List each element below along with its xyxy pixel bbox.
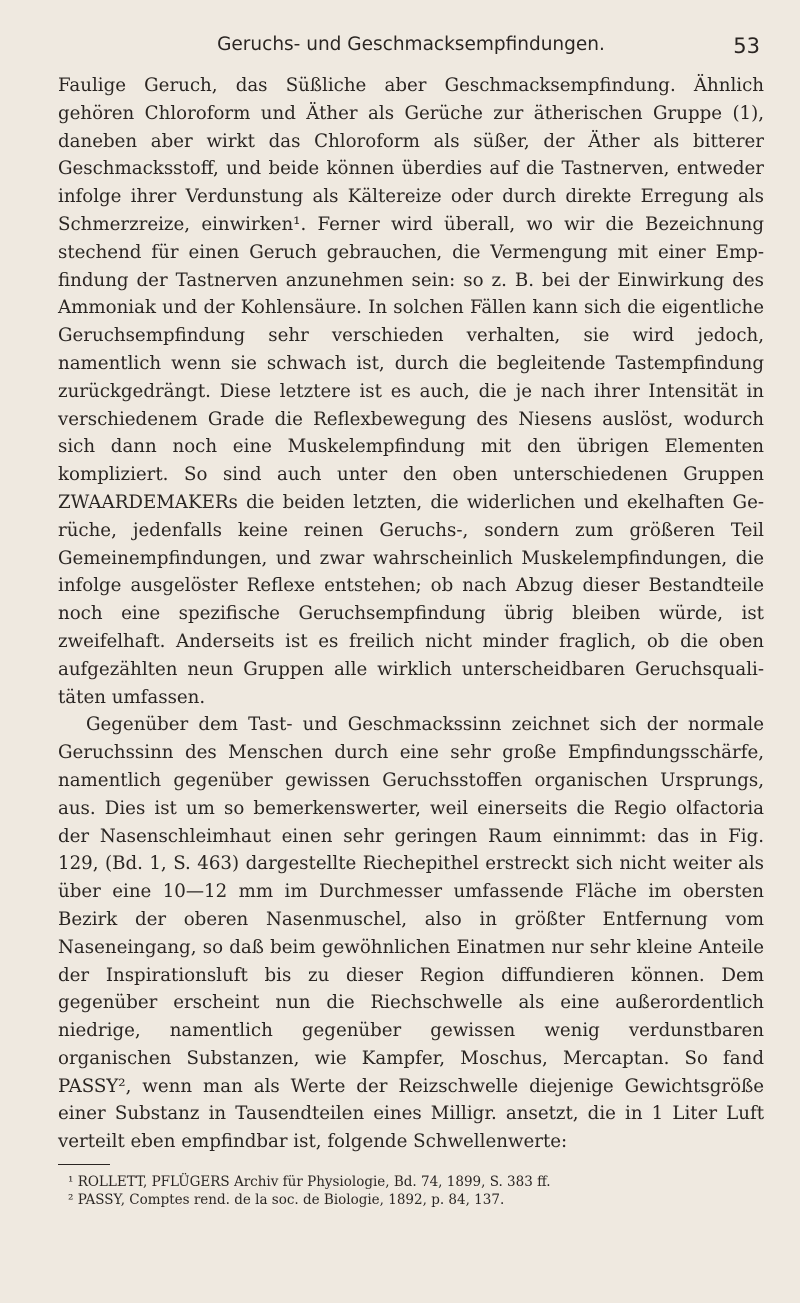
running-title: Geruchs- und Geschmacksempfindungen. (217, 34, 605, 55)
footnote: ² PASSY, Comptes rend. de la soc. de Biologie, 1892, p. 84, 137. (68, 1192, 505, 1209)
paragraph: Gegenüber dem Tast- und Geschmackssinn zeichnet sich der normale Geruchssinn des Menschen durch eine sehr große Empfindungsschärfe, namentlich gegenüber gewissen Geruchsstoffen organischen Ursprungs, aus. Dies ist um so bemerkenswerter, weil einerseits die Regio olfactoria der Nasenschleimhaut einen sehr geringen Raum einnimmt: das in Fig. 129, (Bd. 1, S. 463) dargestellte Riechepithel erstreckt sich nicht weiter als über eine 10—12 mm im Durchmesser umfassende Fläche im obersten Bezirk der oberen Nasenmuschel, also in größter Entfernung vom Naseneingang, so daß beim gewöhnlichen Einatmen nur sehr kleine Anteile der Inspirationsluft bis zu dieser Region diffundieren können. Dem gegenüber erscheint nun die Riechschwelle als eine außerordentlich niedrige, namentlich gegenüber gewissen wenig verdunstbaren organischen Substanzen, wie Kampfer, Moschus, Mercaptan. So fand PASSY², wenn man als Werte der Reizschwelle diejenige Gewichtsgröße einer Substanz in Tausendteilen eines Milligr. ansetzt, die in 1 Liter Luft verteilt eben empfindbar ist, folgende Schwellenwerte: (58, 714, 764, 1153)
paragraph: Fauligе Geruch, das Süßliche aber Geschmacksempfindung. Ähnlich gehören Chloroform und Äther als Gerüche zur ätherischen Gruppe (1), daneben aber wirkt das Chloroform als süßer, der Äther als bitterer Geschmacksstoff, und beide können überdies auf die Tastnerven, entweder infolge ihrer Verdunstung als Kältereize oder durch direkte Erregung als Schmerzreize, einwirken¹. Ferner wird überall, wo wir die Bezeichnung stechend für einen Geruch gebrauchen, die Vermengung mit einer Empfindung der Tastnerven anzunehmen sein: so z. B. bei der Einwirkung des Ammoniak und der Kohlensäure. In solchen Fällen kann sich die eigentliche Geruchsempfindung sehr verschieden verhalten, sie wird jedoch, namentlich wenn sie schwach ist, durch die begleitende Tastempfindung zurückgedrängt. Diese letztere ist es auch, die je nach ihrer Intensität in verschiedenem Grade die Reflexbewegung des Niesens auslöst, wodurch sich dann noch eine Muskelempfindung mit den übrigen Elementen kompliziert. So sind auch unter den oben unterschiedenen Gruppen ZWAARDEMAKERs die beiden letzten, die widerlichen und ekelhaften Gerüche, jedenfalls keine reinen Geruchs-, sondern zum größeren Teil Gemeinempfindungen, und zwar wahrscheinlich Muskelempfindungen, die infolge ausgelöster Reflexe entstehen; ob nach Abzug dieser Bestandteile noch eine spezifische Geruchsempfindung übrig bleiben würde, ist zweifelhaft. Anderseits ist es freilich nicht minder fraglich, ob die oben aufgezählten neun Gruppen alle wirklich unterscheidbaren Geruchsqualitäten umfassen. (58, 75, 764, 708)
footnote: ¹ ROLLETT, PFLÜGERS Archiv für Physiologie, Bd. 74, 1899, S. 383 ff. (68, 1174, 551, 1191)
body-text (58, 72, 764, 1156)
footnotes (58, 1173, 764, 1209)
running-head (58, 0, 764, 60)
footnote-divider (58, 1164, 110, 1165)
page-number: 53 (733, 34, 760, 58)
